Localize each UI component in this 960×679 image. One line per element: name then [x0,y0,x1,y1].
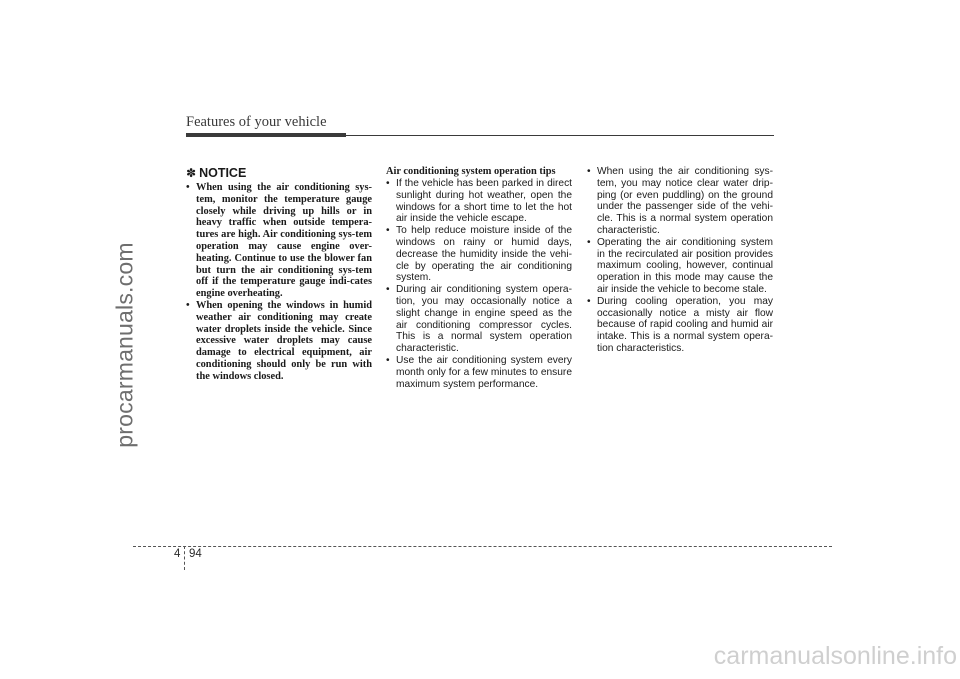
list-item: • When using the air conditioning sys-tem, you may notice clear water drip-ping (or even puddling) on the ground under the passenger side of the vehi-cle. This is a normal system operation characteristic. [587,166,773,237]
list-item: • Use the air conditioning system every month only for a few minutes to ensure maximum system performance. [386,355,572,390]
list-item: • If the vehicle has been parked in direct sunlight during hot weather, open the windows for a short time to let the hot air inside the vehicle escape. [386,178,572,225]
tips-list [386,178,572,390]
list-item: • When opening the windows in humid weather air conditioning may create water droplets inside the vehicle. Since excessive water droplets may cause damage to electrical equipment, air conditioning should only be run with the windows closed. [186,300,372,383]
page-number: 94 [189,548,202,560]
notice-list [186,182,372,383]
footer-divider [184,546,185,570]
page-header-title: Features of your vehicle [186,114,327,130]
list-item: • During cooling operation, you may occasionally notice a misty air flow because of rapid cooling and humid air intake. This is a normal system opera-tion characteristics. [587,296,773,355]
more-tips-list [587,166,773,355]
notice-column [186,166,372,383]
header-rule-thin [346,135,774,136]
list-item: • During air conditioning system opera-tion, you may occasionally notice a slight change in engine speed as the air conditioning compressor cycles. This is a normal system operation characteristic. [386,284,572,355]
list-item: • When using the air conditioning sys-tem, monitor the temperature gauge closely while driving up hills or in heavy traffic when outside tempera-tures are high. Air conditioning sys-tem operation may cause engine over-heating. Continue to use the blower fan but turn the air conditioning sys-tem off if the temperature gauge indi-cates engine overheating. [186,182,372,300]
footer-rule [133,546,832,547]
list-item: • Operating the air conditioning system in the recirculated air position provides maximum cooling, however, continual operation in this mode may cause the air inside the vehicle to become stale. [587,237,773,296]
tips-column [386,166,572,390]
side-watermark: procarmanuals.com [111,242,138,448]
notice-heading-label: NOTICE [199,166,247,180]
bottom-watermark: carmanualsonline.info [713,642,957,670]
header-rule-thick [186,133,346,137]
notice-heading [186,166,372,180]
tips-heading: Air conditioning system operation tips [386,166,556,177]
chapter-number: 4 [174,548,181,560]
notice-star-icon: ✽ [186,166,197,180]
list-item: • To help reduce moisture inside of the windows on rainy or humid days, decrease the humidity inside the vehi-cle by operating the air conditioning system. [386,225,572,284]
more-tips-column [587,166,773,355]
